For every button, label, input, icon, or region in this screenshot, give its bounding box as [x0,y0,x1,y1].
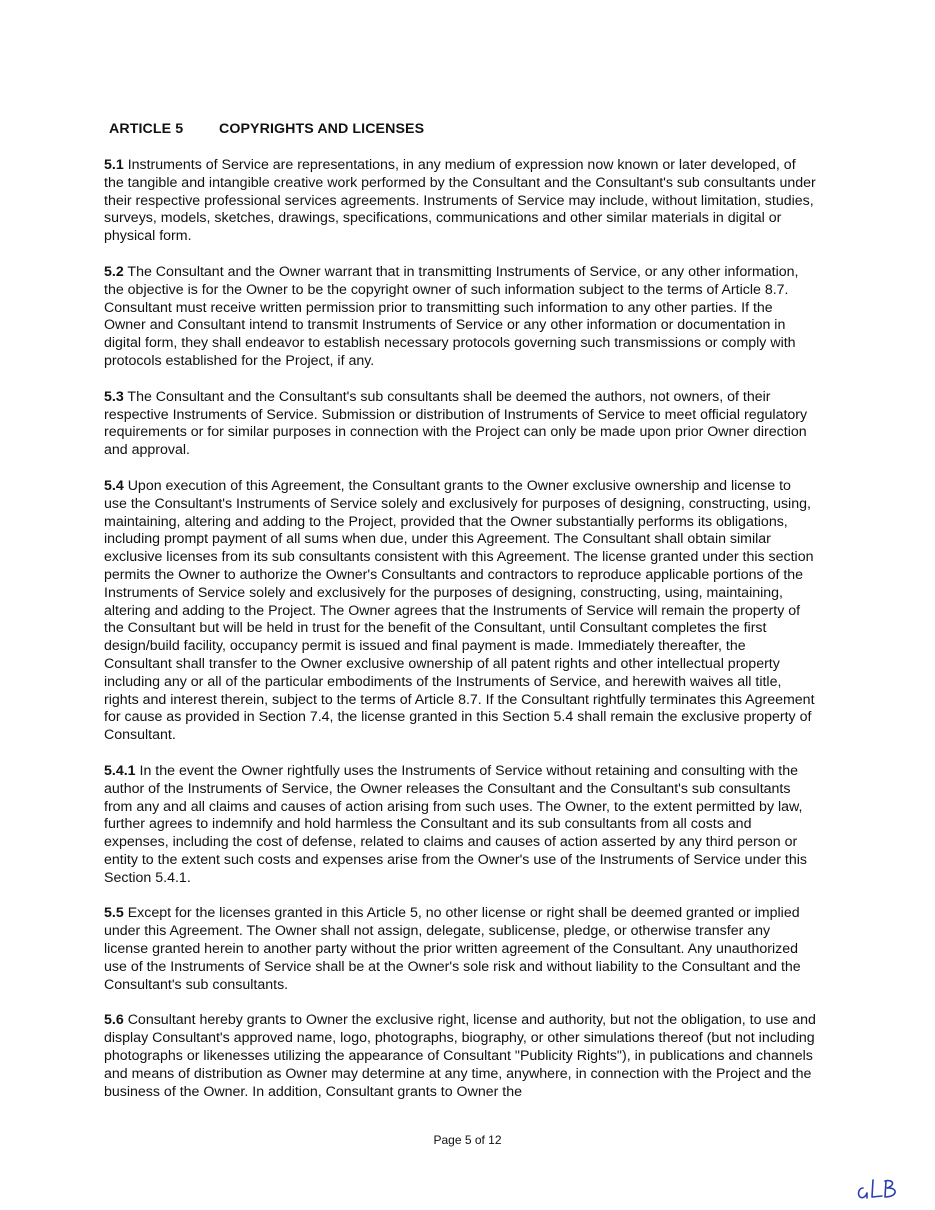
section-5-2 [104,264,816,371]
section-text: Except for the licenses granted in this Article 5, no other license or right shall be deemed granted or implied under this Agreement. The Owner shall not assign, delegate, sublicense, pledge, or otherwise transfer any license granted herein to another party without the prior written agreement of the Consultant. Any unauthorized use of the Instruments of Service shall be at the Owner's sole risk and without liability to the Consultant and the Consultant's sub consultants. [104,905,801,993]
section-number: 5.5 [104,905,124,922]
section-number: 5.4 [104,477,124,494]
section-5-5 [104,905,816,994]
section-text: In the event the Owner rightfully uses the Instruments of Service without retaining and consulting with the author of the Instruments of Service, the Owner releases the Consultant and the Consultant's sub consultants from any and all claims and causes of action arising from such uses. The Owner, to the extent permitted by law, further agrees to indemnify and hold harmless the Consultant and its sub consultants from all costs and expenses, including the cost of defense, related to claims and causes of action asserted by any third person or entity to the extent such costs and expenses arise from the Owner's use of the Instruments of Service under this Section 5.4.1. [104,762,807,886]
section-5-4-1 [104,763,816,888]
section-5-3 [104,389,816,460]
section-text: Consultant hereby grants to Owner the exclusive right, license and authority, but not the obligation, to use and display Consultant's approved name, logo, photographs, biography, or other simulations thereof (but not including photographs or likenesses utilizing the appearance of Consultant "Publicity Rights"), in publications and channels and means of distribution as Owner may determine at any time, anywhere, in connection with the Project and the business of the Owner. In addition, Consultant grants to Owner the [104,1012,816,1100]
section-5-4 [104,478,816,745]
section-number: 5.6 [104,1012,124,1029]
section-text: Instruments of Service are representations, in any medium of expression now known or later developed, of the tangible and intangible creative work performed by the Consultant and the Consultant's sub consultants under their respective professional services agreements. Instruments of Service may include, without limitation, studies, surveys, models, sketches, drawings, specifications, communications and other similar materials in digital or physical form. [104,157,816,245]
article-heading [109,121,424,137]
handwritten-initials [855,1176,905,1202]
page-number-footer: Page 5 of 12 [433,1133,502,1147]
section-number: 5.2 [104,263,124,280]
article-title: COPYRIGHTS AND LICENSES [219,121,425,137]
section-5-6 [104,1012,816,1101]
section-number: 5.4.1 [104,762,136,779]
document-body [104,157,816,1119]
section-text: Upon execution of this Agreement, the Consultant grants to the Owner exclusive ownership and license to use the Consultant's Instruments of Service solely and exclusively for purposes of designing, constructing, using, maintaining, altering and adding to the Project, provided that the Owner substantially performs its obligations, including prompt payment of all sums when due, under this Agreement. The Consultant shall obtain similar exclusive licenses from its sub consultants consistent with this Agreement. The license granted under this section permits the Owner to authorize the Owner's Consultants and contractors to reproduce applicable portions of the Instruments of Service solely and exclusively for the purposes of designing, constructing, using, maintaining, altering and adding to the Project. The Owner agrees that the Instruments of Service will remain the property of the Consultant but will be held in trust for the benefit of the Consultant, until Consultant completes the first design/build facility, occupancy permit is issued and final payment is made. Immediately thereafter, the Consultant shall transfer to the Owner exclusive ownership of all patent rights and other intellectual property including any or all of the particular embodiments of the Instruments of Service, and herewith waives all title, rights and interest therein, subject to the terms of Article 8.7. If the Consultant rightfully terminates this Agreement for cause as provided in Section 7.4, the license granted in this Section 5.4 shall remain the exclusive property of Consultant. [104,477,815,744]
section-text: The Consultant and the Owner warrant that in transmitting Instruments of Service, or any other information, the objective is for the Owner to be the copyright owner of such information subject to the terms of Article 8.7. Consultant must receive written permission prior to transmitting such information to any other parties. If the Owner and Consultant intend to transmit Instruments of Service or any other information or documentation in digital form, they shall endeavor to establish necessary protocols governing such transmissions or comply with protocols established for the Project, if any. [104,263,799,369]
article-number: ARTICLE 5 [109,121,184,137]
section-text: The Consultant and the Consultant's sub consultants shall be deemed the authors, not owners, of their respective Instruments of Service. Submission or distribution of Instruments of Service to meet official regulatory requirements or for similar purposes in connection with the Project can only be made upon prior Owner direction and approval. [104,388,808,459]
section-5-1 [104,157,816,246]
section-number: 5.1 [104,157,124,173]
section-number: 5.3 [104,388,124,405]
